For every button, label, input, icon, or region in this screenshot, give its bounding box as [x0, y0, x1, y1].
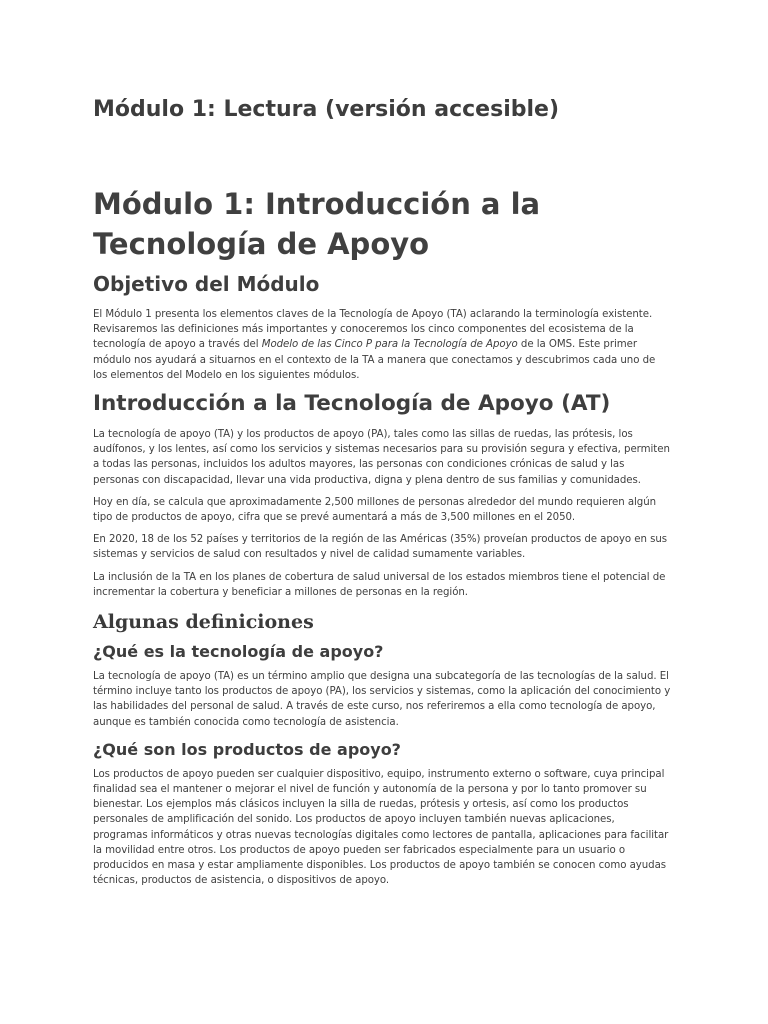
intro-paragraph-2: Hoy en día, se calcula que aproximadamente 2,500 millones de personas alrededor del mundo requieren algún tipo de productos de apoyo, cifra que se prevé aumentará a más de 3,500 millones en el 2050. [93, 496, 657, 524]
definition-pa-heading: ¿Qué son los productos de apoyo? [93, 739, 401, 759]
definition-pa-paragraph: Los productos de apoyo pueden ser cualquier dispositivo, equipo, instrumento externo o software, cuya principal finalidad sea el mantener o mejorar el nivel de función y autonomía de la persona y por lo tanto promover su bienestar. Los ejemplos más clásicos incluyen la silla de ruedas, prótesis y ortesis, así como los productos personales de amplificación del sonido. Los productos de apoyo incluyen también nuevas aplicaciones, programas informáticos y otras nuevas tecnologías digitales como lectores de pantalla, aplicaciones para facilitar la movilidad entre otros. Los productos de apoyo pueden ser fabricados especialmente para un usuario o producidos en masa y estar ampliamente disponibles. Los productos de apoyo también se conocen como ayudas técnicas, productos de asistencia, o dispositivos de apoyo. [93, 768, 669, 887]
five-p-model-title: Modelo de las Cinco P para la Tecnología de Apoyo [261, 339, 518, 351]
objective-text-end: de la OMS. Este primer módulo nos ayudará a situarnos en el contexto de la TA a manera que conectamos y descubrimos cada uno de los elementos del Modelo en los siguientes módulos. [93, 339, 656, 381]
intro-heading: Introducción a la Tecnología de Apoyo (AT) [93, 391, 611, 417]
intro-paragraph-3: En 2020, 18 de los 52 países y territorios de la región de las Américas (35%) proveían productos de apoyo en sus sistemas y servicios de salud con resultados y nivel de calidad sumamente variables. [93, 534, 668, 561]
definition-ta-heading: ¿Qué es la tecnología de apoyo? [93, 642, 384, 662]
objective-heading: Objetivo del Módulo [93, 272, 320, 296]
objective-text-start: El Módulo 1 presenta los elementos claves de la Tecnología de Apoyo (TA) aclarando la terminología existente. Revisaremos las definiciones más importantes y conoceremos los cinco componentes del ecosistema de la tecnología de apoyo a través del [93, 309, 653, 351]
definition-ta-paragraph: La tecnología de apoyo (TA) es un término amplio que designa una subcategoría de las tecnologías de la salud. El término incluye tanto los productos de apoyo (PA), los servicios y sistemas, como la aplicación del conocimiento y las habilidades del personal de salud. A través de este curso, nos referiremos a ella como tecnología de apoyo, aunque es también conocida como tecnología de asistencia. [93, 671, 671, 728]
definitions-heading: Algunas definiciones [93, 611, 314, 634]
document-content [93, 184, 671, 895]
intro-paragraph-1: La tecnología de apoyo (TA) y los productos de apoyo (PA), tales como las sillas de ruedas, las prótesis, los audífonos, y los lentes, así como los servicios y sistemas necesarios para su provisión segura y efectiva, permiten a todas las personas, incluidos los adultos mayores, las personas con condiciones crónicas de salud y las personas con discapacidad, llevar una vida productiva, digna y plena dentro de sus familias y comunidades. [93, 429, 670, 486]
objective-paragraph [93, 307, 671, 383]
intro-paragraph-4: La inclusión de la TA en los planes de cobertura de salud universal de los estados miembros tiene el potencial de incrementar la cobertura y beneficiar a millones de personas en la región. [93, 571, 666, 598]
document-header: Módulo 1: Lectura (versión accesible) [93, 97, 559, 122]
module-title: Módulo 1: Introducción a la Tecnología de Apoyo [93, 187, 541, 261]
